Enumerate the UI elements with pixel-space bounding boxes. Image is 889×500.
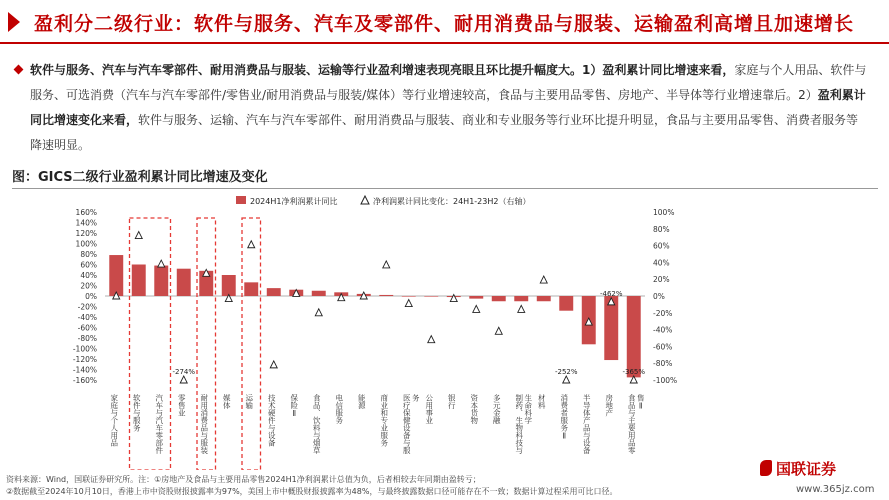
left-axis-tick: 20%: [80, 281, 97, 291]
category-label: 房地产: [604, 394, 614, 417]
category-label: 零售业: [177, 394, 187, 417]
right-axis-tick: 20%: [653, 275, 670, 285]
change-marker-2: [158, 260, 165, 267]
change-marker-9: [315, 309, 322, 316]
category-label: 能源: [357, 394, 367, 409]
bar-0: [109, 255, 123, 296]
logo-text: 国联证券: [776, 460, 837, 478]
category-label: 食品与主要用品零: [627, 394, 637, 454]
category-label: 技术硬件与设备: [267, 394, 277, 447]
change-marker-16: [473, 305, 480, 312]
marker-label-20: -252%: [554, 368, 578, 376]
marker-label-23: -365%: [622, 368, 646, 376]
left-axis-tick: 0%: [85, 292, 97, 301]
summary-text-1: 家庭与个人用品、软件与服务、可选消费（汽车与汽车零部件/零售业/耐用消费品与服装/媒体）等行业增速较高，食品与主要用品零售、房地产、半导体等行业增速靠后。2）: [30, 63, 867, 102]
right-axis-tick: -60%: [653, 342, 673, 352]
category-label: 制药、生物科技与: [514, 394, 524, 454]
legend-marker-label: 净利润累计同比变化：24H1-23H2（右轴）: [373, 197, 531, 206]
left-axis-tick: -100%: [72, 344, 97, 354]
left-axis-tick: -80%: [77, 334, 97, 343]
change-marker-1: [135, 232, 142, 239]
category-label: 运输: [244, 394, 254, 409]
category-label: 保险Ⅱ: [289, 394, 299, 418]
bar-23: [627, 296, 641, 377]
change-marker-20: [563, 376, 570, 383]
legend-marker-icon: [361, 196, 369, 204]
bar-6: [244, 282, 258, 296]
bar-5: [222, 275, 236, 296]
change-marker-12: [383, 261, 390, 268]
left-axis-tick: 80%: [80, 250, 97, 259]
category-label: 汽车与汽车零部件: [154, 394, 164, 454]
category-label: 售Ⅱ: [636, 394, 646, 411]
change-marker-19: [540, 276, 547, 283]
bar-13: [402, 296, 416, 297]
legend-bar-swatch: [236, 196, 246, 204]
figure-title: 图：GICS二级行业盈利累计同比增速及变化: [12, 170, 268, 185]
category-label: 医疗保健设备与服: [402, 394, 412, 454]
category-label: 公用事业: [424, 394, 434, 424]
change-marker-15: [450, 295, 457, 302]
category-label: 媒体: [222, 394, 232, 409]
left-axis-tick: -140%: [72, 365, 97, 375]
category-label: 商业和专业服务: [379, 394, 389, 447]
marker-label-3: -274%: [172, 368, 196, 376]
title-marker-icon: [8, 12, 20, 32]
left-axis-tick: 60%: [80, 260, 97, 270]
bar-18: [514, 296, 528, 301]
category-label: 软件与服务: [132, 394, 142, 432]
title-bar: [0, 0, 889, 46]
summary-bold-1: 软件与服务、汽车与汽车零部件、耐用消费品与服装、运输等行业盈利增速表现亮眼且环比提升幅度大。1）盈利累计同比增速来看，: [30, 63, 735, 77]
right-axis-tick: 60%: [653, 241, 670, 251]
bar-14: [424, 296, 438, 297]
bullet-icon: [14, 65, 24, 75]
source-note: [6, 474, 617, 498]
bar-1: [132, 265, 146, 297]
left-axis-tick: 160%: [75, 208, 97, 217]
category-label: 资本货物: [469, 394, 479, 424]
bar-22: [604, 296, 618, 360]
title-divider: [0, 42, 889, 44]
category-label: 耐用消费品与服装: [199, 394, 209, 454]
left-axis-tick: -60%: [77, 323, 97, 333]
page-title: 盈利分二级行业：软件与服务、汽车及零部件、耐用消费品与服装、运输盈利高增且加速增长: [34, 13, 855, 35]
left-axis-tick: 100%: [75, 239, 97, 249]
change-marker-7: [270, 361, 277, 368]
right-axis-tick: -40%: [653, 325, 673, 335]
change-marker-17: [495, 327, 502, 334]
category-label: 电信服务: [334, 394, 344, 424]
category-label: 银行: [447, 394, 457, 409]
right-axis-tick: 40%: [653, 258, 670, 268]
brand-logo: [760, 458, 836, 479]
bar-20: [559, 296, 573, 311]
right-axis-tick: 100%: [653, 208, 675, 217]
summary-text-2: 软件与服务、运输、汽车与汽车零部件、耐用消费品与服装、商业和专业服务等行业环比提升明显，食品与主要用品零售、消费者服务等降速明显。: [30, 113, 859, 152]
right-axis-tick: 0%: [653, 292, 665, 301]
category-label: 食品、饮料与烟草: [312, 394, 322, 454]
bar-19: [537, 296, 551, 301]
change-marker-6: [248, 241, 255, 248]
earnings-chart: [0, 190, 889, 470]
marker-label-22: -462%: [599, 289, 623, 298]
bar-17: [492, 296, 506, 301]
left-axis-tick: 120%: [75, 229, 97, 238]
category-label: 家庭与个人用品: [109, 394, 119, 447]
bar-12: [379, 295, 393, 296]
summary-bold-2: 盈利累计同比增速变化来看，: [30, 88, 866, 127]
legend-bar-label: 2024H1净利润累计同比: [250, 197, 338, 206]
bar-9: [312, 291, 326, 296]
watermark: www.365jz.com: [796, 484, 875, 495]
source-line-2: ②数据截至2024年10月10日，香港上市中资股财报披露率为97%，美国上市中概股财报披露率为48%，与最终披露数据口径可能存在不一致；数据计算过程采用可比口径。: [6, 487, 618, 496]
source-line-1: 资料来源：Wind，国联证券研究所。注：①房地产及食品与主要用品零售2024H1净利润累计总值为负，后者相较去年同期由盈转亏；: [6, 475, 481, 484]
summary-paragraph: [30, 58, 870, 158]
left-axis-tick: -40%: [77, 313, 97, 322]
highlight-box: [242, 218, 261, 470]
bar-7: [267, 288, 281, 296]
category-label: 消费者服务Ⅱ: [559, 394, 569, 441]
highlight-box: [130, 218, 171, 470]
left-axis-tick: -120%: [72, 355, 97, 364]
bar-16: [469, 296, 483, 299]
bar-2: [154, 266, 168, 296]
category-label: 材料: [537, 394, 547, 409]
category-label: 生命科学: [523, 394, 533, 424]
change-marker-18: [518, 305, 525, 312]
category-label: 多元金融: [492, 394, 502, 424]
left-axis-tick: 40%: [80, 271, 97, 280]
right-axis-tick: -20%: [653, 308, 673, 318]
category-label: 务: [411, 394, 421, 402]
right-axis-tick: -80%: [653, 359, 673, 369]
change-marker-13: [405, 300, 412, 307]
logo-icon: [760, 460, 772, 476]
left-axis-tick: -20%: [77, 302, 97, 312]
figure-divider: [12, 188, 878, 189]
left-axis-tick: -160%: [72, 376, 97, 385]
category-label: 半导体产品与设备: [582, 394, 592, 454]
bar-3: [177, 269, 191, 296]
change-marker-3: [180, 376, 187, 383]
change-marker-14: [428, 336, 435, 343]
right-axis-tick: 80%: [653, 224, 670, 234]
left-axis-tick: 140%: [75, 218, 97, 228]
right-axis-tick: -100%: [653, 376, 678, 385]
